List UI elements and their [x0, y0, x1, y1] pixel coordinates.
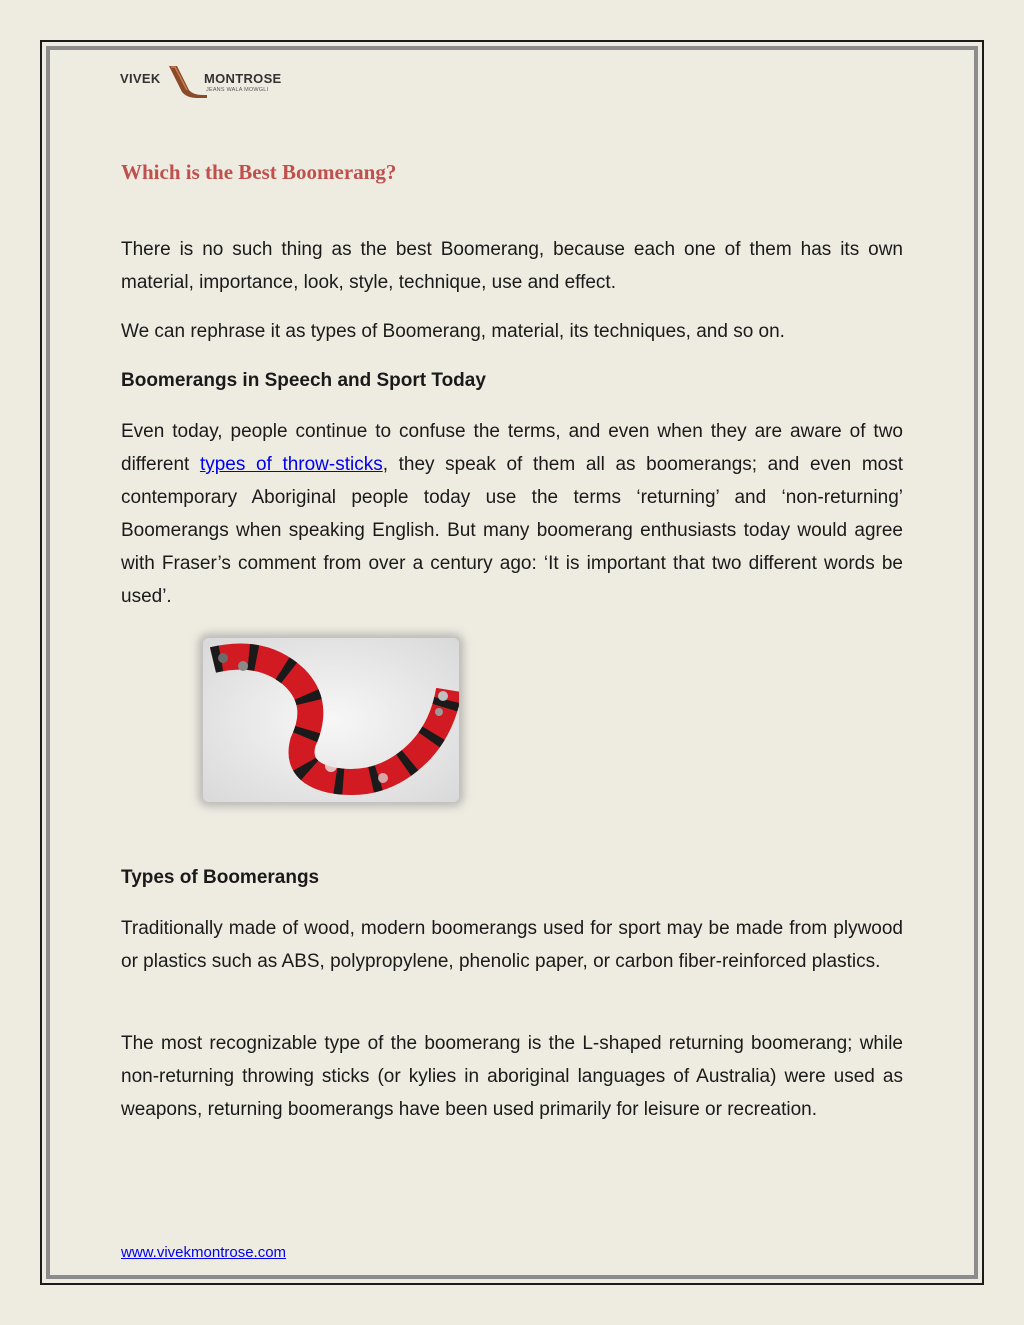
footer-website-link[interactable]: www.vivekmontrose.com — [121, 1244, 287, 1261]
boomerang-image-graphic — [203, 638, 459, 802]
paragraph-intro: There is no such thing as the best Boomerang, because each one of them has its own material, importance, look, style, technique, use and effect. — [121, 239, 903, 293]
heading-types: Types of Boomerangs — [121, 867, 320, 888]
logo-tagline: JEANS WALA MOWGLI — [206, 87, 269, 93]
paragraph-materials: Traditionally made of wood, modern boomerangs used for sport may be made from plywood or plastics such as ABS, polypropylene, phenolic paper, or carbon fiber-reinforced plastics. — [121, 918, 903, 972]
logo-name-right: MONTROSE — [204, 71, 282, 86]
paragraph-text-after-link: , they speak of them all as boomerangs; and even most contemporary Aboriginal people today use the terms ‘returning’ and ‘non-returning’ Boomerangs when speaking English. But many boomerang enthusiasts today would agree with Fraser’s comment from over a century ago: ‘It is important that two different words be used’. — [121, 454, 903, 607]
article-title: Which is the Best Boomerang? — [121, 160, 397, 184]
paragraph-speech-sport — [121, 415, 903, 613]
paragraph-l-shaped: The most recognizable type of the boomerang is the L-shaped returning boomerang; while non-returning throwing sticks (or kylies in aboriginal languages of Australia) were used as weapons, returning boomerangs have been used primarily for leisure or recreation. — [121, 1033, 903, 1120]
paragraph-rephrase: We can rephrase it as types of Boomerang, material, its techniques, and so on. — [121, 321, 785, 342]
throw-sticks-link[interactable]: types of throw-sticks — [199, 454, 383, 475]
boomerang-logo-icon — [167, 64, 209, 100]
boomerang-photo — [203, 638, 459, 802]
heading-speech-sport: Boomerangs in Speech and Sport Today — [121, 370, 486, 391]
brand-logo — [120, 64, 280, 100]
logo-name-left: VIVEK — [120, 71, 161, 86]
paragraph-text-before-link: Even today, people continue to confuse the terms, and even when they are aware of two different — [121, 421, 903, 475]
